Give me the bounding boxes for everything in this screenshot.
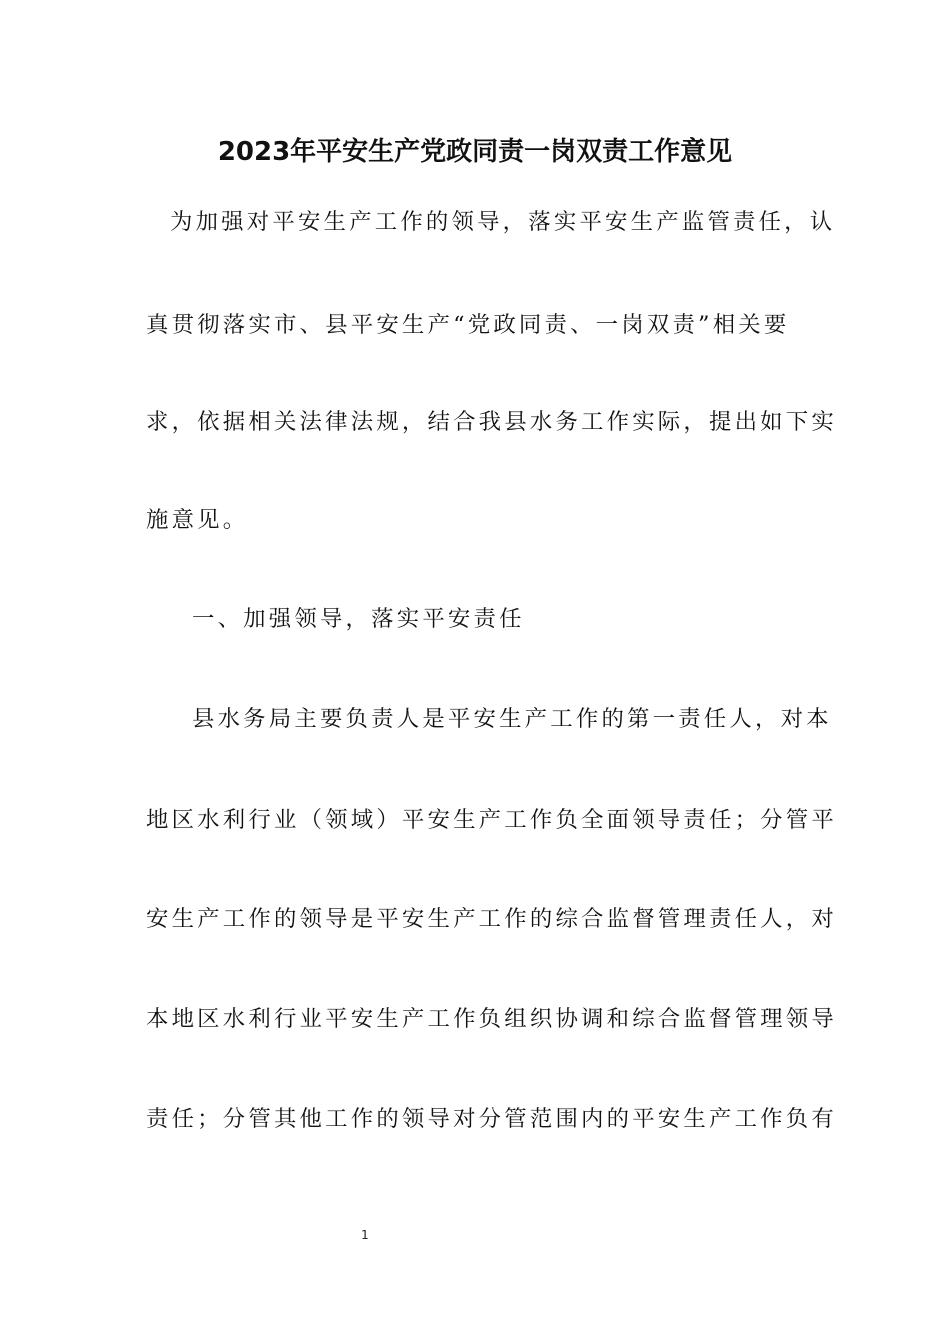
section-heading: 一、加强领导，落实平安责任	[192, 606, 525, 632]
paragraph-line: 县水务局主要负责人是平安生产工作的第一责任人，对本	[192, 706, 832, 732]
paragraph-line: 求，依据相关法律法规，结合我县水务工作实际，提出如下实	[146, 409, 837, 435]
paragraph-line: 地区水利行业（领域）平安生产工作负全面领导责任；分管平	[146, 807, 837, 833]
paragraph-line: 为加强对平安生产工作的领导，落实平安生产监管责任，认	[170, 209, 836, 235]
paragraph-line: 安生产工作的领导是平安生产工作的综合监督管理责任人，对	[146, 906, 837, 932]
page-number: 1	[361, 1228, 369, 1242]
paragraph-line: 本地区水利行业平安生产工作负组织协调和综合监督管理领导	[146, 1006, 837, 1032]
document-title: 2023年平安生产党政同责一岗双责工作意见	[217, 137, 733, 167]
paragraph-line: 责任；分管其他工作的领导对分管范围内的平安生产工作负有	[146, 1106, 837, 1132]
paragraph-line: 施意见。	[146, 507, 249, 533]
paragraph-line: 真贯彻落实市、县平安生产“党政同责、一岗双责”相关要	[146, 312, 790, 338]
